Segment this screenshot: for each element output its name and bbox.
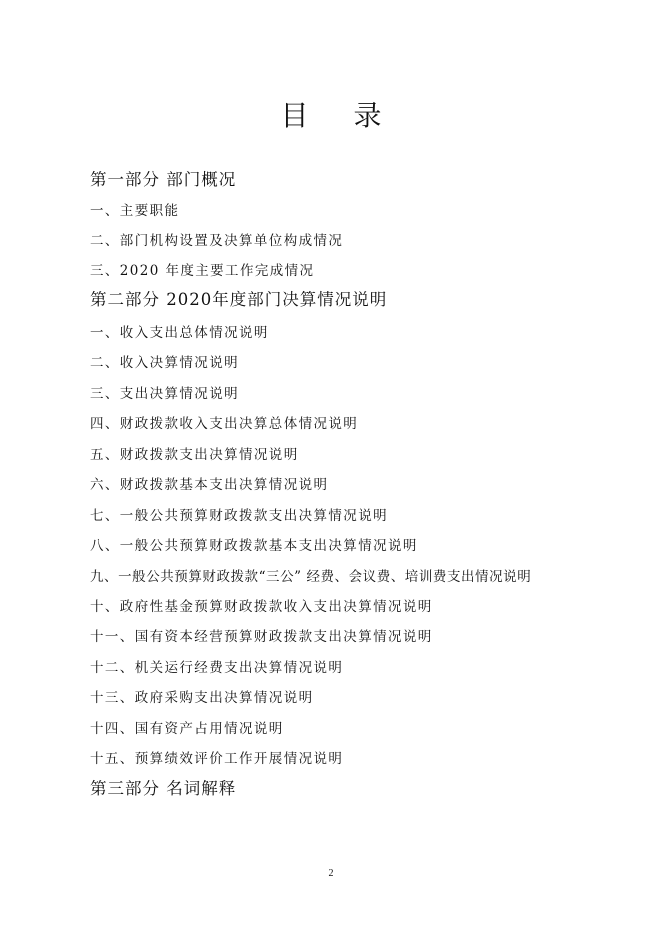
toc-item: 八、一般公共预算财政拨款基本支出决算情况说明	[90, 538, 418, 554]
toc-item: 十三、政府采购支出决算情况说明	[90, 690, 314, 706]
toc-item: 十四、国有资产占用情况说明	[90, 721, 284, 737]
toc-item: 十二、机关运行经费支出决算情况说明	[90, 660, 344, 676]
toc-title: 目 录	[280, 99, 400, 132]
toc-item: 二、收入决算情况说明	[90, 355, 239, 371]
toc-item: 四、财政拨款收入支出决算总体情况说明	[90, 416, 359, 432]
toc-item: 九、一般公共预算财政拨款“三公” 经费、会议费、培训费支出情况说明	[90, 569, 532, 585]
page-number: 2	[328, 868, 334, 879]
toc-item: 一、主要职能	[90, 203, 180, 219]
toc-item: 六、财政拨款基本支出决算情况说明	[90, 477, 329, 493]
toc-part-2-heading: 第二部分 2020年度部门决算情况说明	[90, 290, 388, 309]
toc-item: 三、支出决算情况说明	[90, 386, 239, 402]
toc-item: 十、政府性基金预算财政拨款收入支出决算情况说明	[90, 599, 433, 615]
toc-part-1-heading: 第一部分 部门概况	[90, 170, 237, 189]
toc-item: 三、2020 年度主要工作完成情况	[90, 263, 315, 279]
toc-part-3-heading: 第三部分 名词解释	[90, 779, 237, 798]
toc-item: 五、财政拨款支出决算情况说明	[90, 447, 299, 463]
toc-item: 七、一般公共预算财政拨款支出决算情况说明	[90, 508, 388, 524]
toc-item: 十五、预算绩效评价工作开展情况说明	[90, 751, 344, 767]
toc-item: 十一、国有资本经营预算财政拨款支出决算情况说明	[90, 629, 433, 645]
toc-item: 一、收入支出总体情况说明	[90, 325, 269, 341]
toc-item: 二、部门机构设置及决算单位构成情况	[90, 233, 344, 249]
